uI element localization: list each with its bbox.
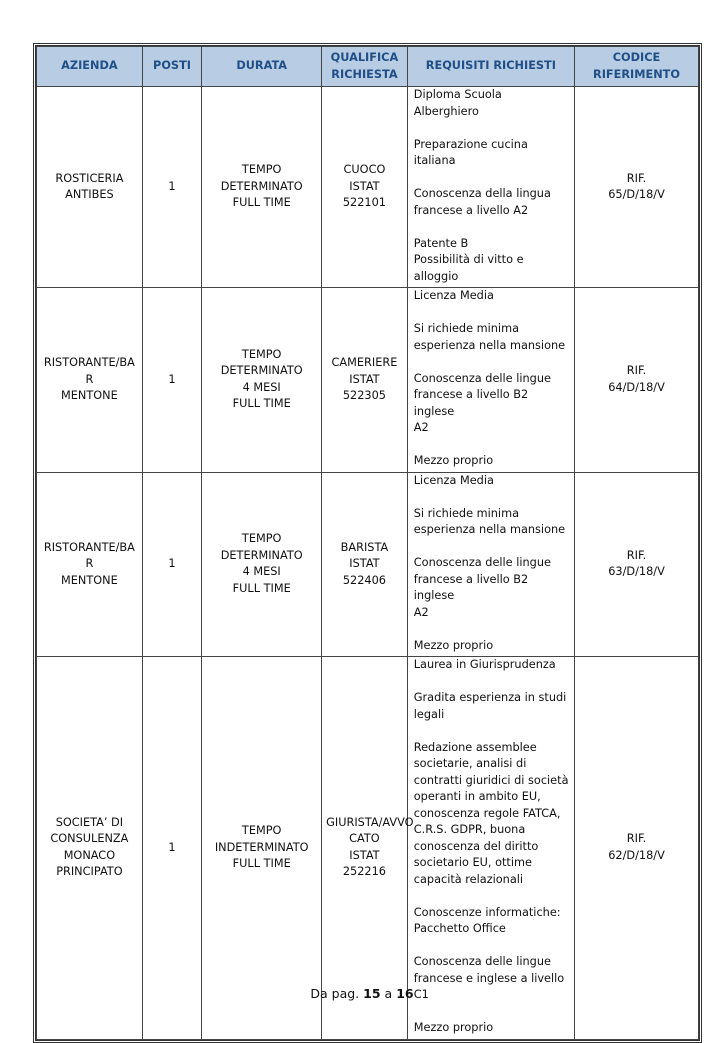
requisito-item: Mezzo proprio	[413, 1021, 494, 1034]
requisito-item: Preparazione cucina italiana	[413, 137, 528, 167]
cell-durata: TEMPO DETERMINATO FULL TIME	[202, 87, 322, 288]
cell-qualifica: BARISTA ISTAT 522406	[322, 472, 408, 657]
cell-qualifica: GIURISTA/AVVO CATO ISTAT 252216	[322, 657, 408, 1040]
requisito-item: Conoscenze informatiche: Pacchetto Office	[413, 905, 561, 935]
requisito-item: Laurea in Giurisprudenza	[413, 658, 556, 671]
cell-codice: RIF. 64/D/18/V	[575, 288, 699, 473]
table-row	[37, 472, 699, 657]
header-requisiti: REQUISITI RICHIESTI	[407, 47, 574, 87]
footer-current-page: 15	[363, 986, 381, 1001]
header-azienda: AZIENDA	[37, 47, 143, 87]
document-table-frame	[33, 43, 702, 1043]
cell-requisiti	[407, 657, 574, 1040]
cell-requisiti	[407, 288, 574, 473]
cell-azienda: RISTORANTE/BA R MENTONE	[37, 472, 143, 657]
footer-prefix: Da pag.	[310, 986, 360, 1001]
requisito-item: Patente B Possibilità di vitto e alloggio	[413, 236, 524, 283]
table-row	[37, 657, 699, 1040]
cell-durata: TEMPO INDETERMINATO FULL TIME	[202, 657, 322, 1040]
cell-requisiti	[407, 87, 574, 288]
requisito-item: Gradita esperienza in studi legali	[413, 691, 567, 721]
header-posti: POSTI	[142, 47, 201, 87]
cell-posti: 1	[142, 288, 201, 473]
requisito-item: Redazione assemblee societarie, analisi di contratti giuridici di società operanti in ambito EU, conoscenza regole FATCA, C.R.S. GDPR, buona conoscenza del diritto societario EU, ottime capacità relazionali	[413, 740, 569, 886]
header-codice: CODICE RIFERIMENTO	[575, 47, 699, 87]
table-row	[37, 288, 699, 473]
footer-total-pages: 16	[396, 986, 414, 1001]
requisito-item: Conoscenza delle lingue francese a livello B2 inglese A2	[413, 556, 551, 619]
requisito-item: Mezzo proprio	[413, 638, 494, 652]
cell-posti: 1	[142, 657, 201, 1040]
cell-durata: TEMPO DETERMINATO 4 MESI FULL TIME	[202, 472, 322, 657]
requisito-item: Si richiede minima esperienza nella mansione	[413, 322, 566, 352]
requisito-item: Si richiede minima esperienza nella mansione	[413, 506, 566, 536]
table-row	[37, 87, 699, 288]
cell-posti: 1	[142, 472, 201, 657]
header-durata: DURATA	[202, 47, 322, 87]
requisito-item: Licenza Media	[413, 289, 494, 302]
cell-codice: RIF. 62/D/18/V	[575, 657, 699, 1040]
requisito-item: Diploma Scuola Alberghiero	[413, 88, 502, 118]
header-qualifica: QUALIFICA RICHIESTA	[322, 47, 408, 87]
requisito-item: Conoscenza delle lingue francese a livello B2 inglese A2	[413, 371, 551, 434]
cell-posti: 1	[142, 87, 201, 288]
page-footer	[0, 986, 724, 1001]
cell-azienda: ROSTICERIA ANTIBES	[37, 87, 143, 288]
cell-durata: TEMPO DETERMINATO 4 MESI FULL TIME	[202, 288, 322, 473]
job-offers-table	[36, 46, 699, 1040]
footer-separator: a	[384, 986, 393, 1001]
cell-azienda: RISTORANTE/BA R MENTONE	[37, 288, 143, 473]
cell-codice: RIF. 65/D/18/V	[575, 87, 699, 288]
requisito-item: Mezzo proprio	[413, 454, 494, 467]
cell-requisiti	[407, 472, 574, 657]
cell-azienda: SOCIETA’ DI CONSULENZA MONACO PRINCIPATO	[37, 657, 143, 1040]
requisito-item: Conoscenza della lingua francese a livello A2	[413, 187, 551, 217]
cell-codice: RIF. 63/D/18/V	[575, 472, 699, 657]
cell-qualifica: CUOCO ISTAT 522101	[322, 87, 408, 288]
requisito-item: Conoscenza delle lingue francese e inglese a livello C1	[413, 955, 565, 1001]
table-header-row	[37, 47, 699, 87]
requisito-item: Licenza Media	[413, 473, 494, 487]
cell-qualifica: CAMERIERE ISTAT 522305	[322, 288, 408, 473]
